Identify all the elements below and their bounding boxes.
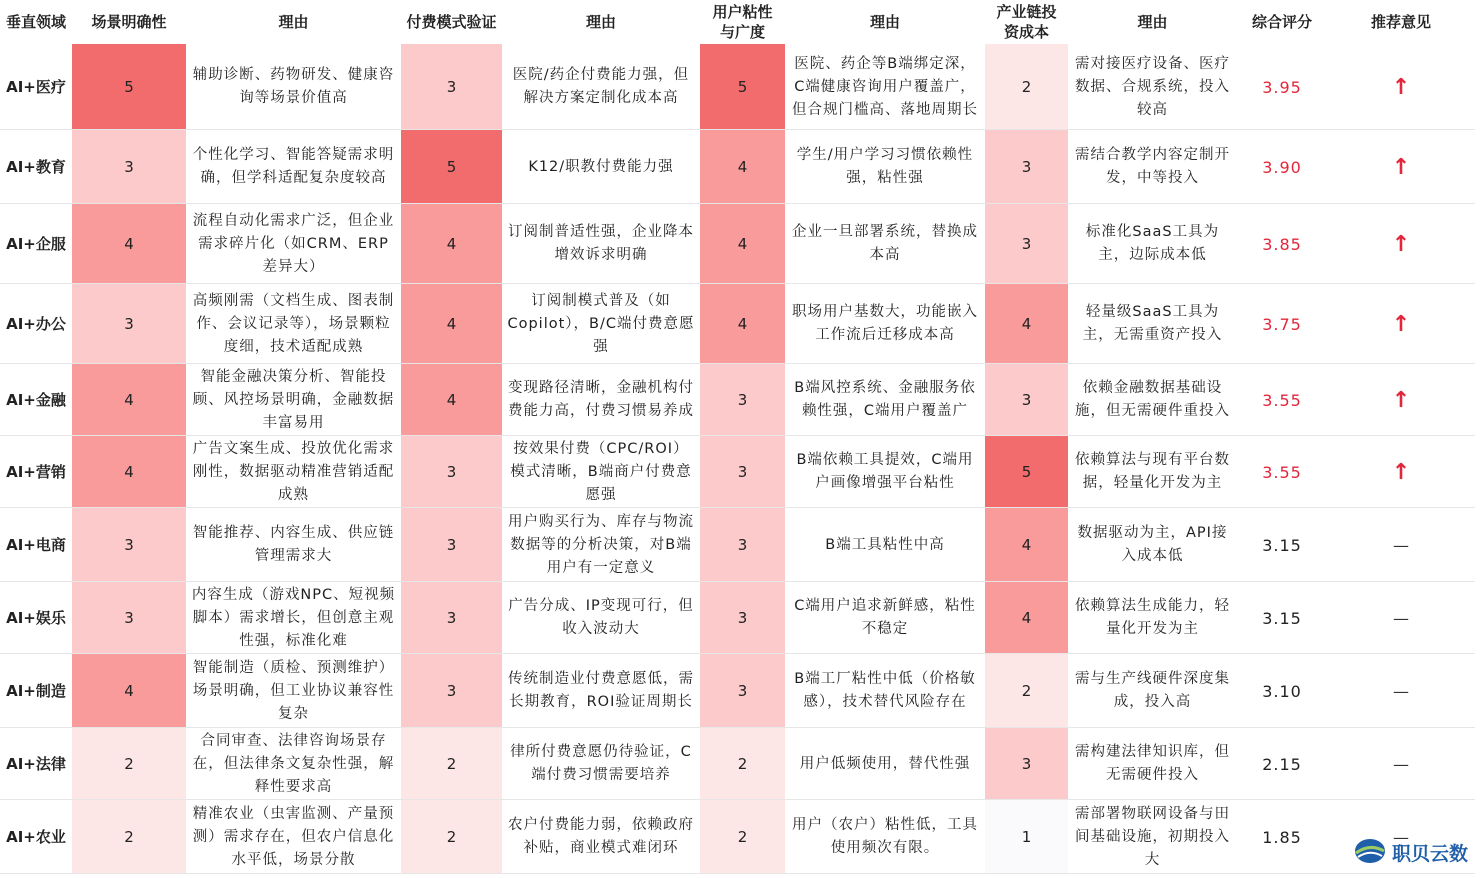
score-cell: 2	[985, 654, 1068, 728]
reason-cell: B端风控系统、金融服务依赖性强，C端用户覆盖广	[794, 380, 976, 419]
reason-cell: 需与生产线硬件深度集成，投入高	[1075, 671, 1230, 710]
score-cell: 3	[700, 436, 785, 508]
score-cell: 3	[401, 582, 502, 654]
score-cell: 3	[72, 284, 186, 364]
score-cell: 4	[700, 204, 785, 284]
score-cell: 3	[700, 654, 785, 728]
reason-cell: B端工厂粘性中低（价格敏感），技术替代风险存在	[794, 671, 976, 710]
field-name: AI+教育	[6, 157, 66, 176]
score-cell: 4	[72, 364, 186, 436]
header-cell: 理由	[869, 13, 900, 31]
field-name: AI+农业	[6, 827, 66, 846]
score-cell: 3	[72, 508, 186, 582]
brand-logo	[1352, 835, 1468, 869]
reason-cell: 辅助诊断、药物研发、健康咨询等场景价值高	[192, 67, 395, 106]
score-cell: 4	[401, 364, 502, 436]
field-name: AI+企服	[6, 234, 66, 253]
reason-cell: 广告分成、IP变现可行，但收入波动大	[508, 598, 694, 637]
logo-text: 职贝云数	[1392, 842, 1469, 865]
reason-cell: 需部署物联网设备与田间基础设施，初期投入大	[1075, 805, 1230, 868]
field-name: AI+电商	[6, 535, 66, 554]
reason-cell: 需结合教学内容定制开发，中等投入	[1075, 147, 1230, 186]
total-score: 3.75	[1262, 314, 1302, 334]
reason-cell: 广告文案生成、投放优化需求刚性，数据驱动精准营销适配成熟	[192, 440, 395, 503]
score-cell: 2	[401, 800, 502, 874]
score-cell: 5	[985, 436, 1068, 508]
score-cell: 2	[700, 728, 785, 800]
reason-cell: 智能金融决策分析、智能投顾、风控场景明确，金融数据丰富易用	[192, 368, 395, 431]
score-cell: 4	[401, 204, 502, 284]
reason-cell: B端依赖工具提效，C端用户画像增强平台粘性	[796, 452, 974, 491]
recommendation: ↑	[1391, 74, 1411, 100]
reason-cell: 个性化学习、智能答疑需求明确，但学科适配复杂度较高	[192, 147, 395, 186]
score-cell: 4	[72, 654, 186, 728]
reason-cell: 企业一旦部署系统，替换成本高	[792, 224, 978, 263]
reason-cell: 智能推荐、内容生成、供应链管理需求大	[192, 525, 395, 564]
recommendation: ↑	[1391, 154, 1411, 180]
score-cell: 4	[985, 284, 1068, 364]
score-cell: 2	[401, 728, 502, 800]
reason-cell: 用户购买行为、库存与物流数据等的分析决策，对B端用户有一定意义	[508, 513, 694, 576]
reason-cell: 智能制造（质检、预测维护）场景明确，但工业协议兼容性复杂	[192, 659, 395, 722]
total-score: 2.15	[1262, 754, 1302, 774]
score-cell: 2	[700, 800, 785, 874]
score-cell: 2	[72, 728, 186, 800]
recommendation: ↑	[1391, 387, 1411, 413]
score-cell: 5	[401, 130, 502, 204]
reason-cell: 律所付费意愿仍待验证，C端付费习惯需要培养	[510, 744, 692, 783]
reason-cell: 职场用户基数大，功能嵌入工作流后迁移成本高	[792, 304, 978, 343]
total-score: 3.85	[1262, 234, 1302, 254]
reason-cell: K12/职教付费能力强	[528, 158, 674, 175]
reason-cell: 变现路径清晰，金融机构付费能力高，付费习惯易养成	[508, 380, 694, 419]
reason-cell: 依赖算法生成能力，轻量化开发为主	[1075, 598, 1230, 637]
score-cell: 4	[700, 284, 785, 364]
total-score: 3.90	[1262, 157, 1302, 177]
header-cell: 综合评分	[1251, 13, 1312, 31]
score-cell: 3	[700, 364, 785, 436]
total-score: 3.15	[1262, 535, 1302, 555]
reason-cell: 医院/药企付费能力强，但解决方案定制化成本高	[512, 67, 690, 106]
total-score: 3.15	[1262, 608, 1302, 628]
score-cell: 4	[700, 130, 785, 204]
logo-globe-icon	[1352, 835, 1388, 869]
reason-cell: 农户付费能力弱，依赖政府补贴，商业模式难闭环	[508, 817, 694, 856]
score-cell: 5	[72, 44, 186, 130]
total-score: 3.95	[1262, 77, 1302, 97]
total-score: 1.85	[1262, 827, 1302, 847]
score-cell: 3	[985, 130, 1068, 204]
score-cell: 3	[401, 508, 502, 582]
recommendation: ↑	[1391, 231, 1411, 257]
reason-cell: 需对接医疗设备、医疗数据、合规系统，投入较高	[1075, 55, 1230, 118]
score-cell: 3	[985, 364, 1068, 436]
recommendation: —	[1393, 754, 1409, 774]
header-cell: 推荐意见	[1370, 13, 1431, 31]
recommendation: —	[1393, 608, 1409, 628]
recommendation: ↑	[1391, 459, 1411, 485]
score-cell: 1	[985, 800, 1068, 874]
score-cell: 3	[401, 654, 502, 728]
header-cell: 理由	[278, 13, 309, 31]
recommendation: —	[1393, 535, 1409, 555]
row-divider	[0, 873, 1475, 874]
reason-cell: 内容生成（游戏NPC、短视频脚本）需求增长，但创意主观性强，标准化难	[191, 586, 396, 649]
score-cell: 2	[985, 44, 1068, 130]
header-cell: 场景明确性	[91, 13, 167, 31]
recommendation: ↑	[1391, 311, 1411, 337]
score-cell: 3	[401, 436, 502, 508]
score-cell: 3	[401, 44, 502, 130]
header-cell: 垂直领域	[5, 13, 66, 31]
score-cell: 4	[401, 284, 502, 364]
field-name: AI+办公	[6, 314, 66, 333]
recommendation: —	[1393, 681, 1409, 701]
reason-cell: 高频刚需（文档生成、图表制作、会议记录等），场景颗粒度细，技术适配成熟	[192, 292, 395, 355]
total-score: 3.55	[1262, 390, 1302, 410]
score-cell: 2	[72, 800, 186, 874]
reason-cell: 轻量级SaaS工具为主，无需重资产投入	[1082, 304, 1223, 343]
score-cell: 4	[72, 204, 186, 284]
reason-cell: C端用户追求新鲜感，粘性不稳定	[794, 598, 976, 637]
reason-cell: 医院、药企等B端绑定深，C端健康咨询用户覆盖广，但合规门槛高、落地周期长	[792, 55, 978, 118]
score-cell: 4	[72, 436, 186, 508]
reason-cell: 学生/用户学习习惯依赖性强，粘性强	[796, 147, 974, 186]
score-cell: 3	[985, 204, 1068, 284]
field-name: AI+制造	[6, 681, 66, 700]
field-name: AI+法律	[6, 754, 66, 773]
reason-cell: 用户低频使用，替代性强	[799, 755, 971, 772]
reason-cell: 订阅制普适性强，企业降本增效诉求明确	[508, 224, 694, 263]
total-score: 3.10	[1262, 681, 1302, 701]
header-cell: 产业链投 资成本	[996, 3, 1057, 41]
field-name: AI+娱乐	[6, 608, 66, 627]
reason-cell: 精准农业（虫害监测、产量预测）需求存在，但农户信息化水平低，场景分散	[192, 805, 395, 868]
recommendation: —	[1393, 827, 1409, 847]
header-cell: 理由	[1137, 13, 1168, 31]
header-cell: 用户粘性 与广度	[712, 3, 773, 41]
reason-cell: 订阅制模式普及（如Copilot），B/C端付费意愿强	[507, 292, 695, 355]
score-cell: 4	[985, 582, 1068, 654]
score-cell: 3	[700, 582, 785, 654]
reason-cell: 依赖算法与现有平台数据，轻量化开发为主	[1075, 452, 1230, 491]
reason-cell: B端工具粘性中高	[825, 536, 945, 553]
reason-cell: 传统制造业付费意愿低，需长期教育，ROI验证周期长	[508, 671, 694, 710]
field-name: AI+医疗	[6, 77, 66, 96]
score-cell: 3	[700, 508, 785, 582]
reason-cell: 标准化SaaS工具为主，边际成本低	[1085, 224, 1220, 263]
reason-cell: 按效果付费（CPC/ROI）模式清晰，B端商户付费意愿强	[510, 440, 692, 503]
reason-cell: 数据驱动为主，API接入成本低	[1077, 525, 1228, 564]
score-cell: 3	[72, 130, 186, 204]
reason-cell: 依赖金融数据基础设施，但无需硬件重投入	[1075, 380, 1230, 419]
reason-cell: 需构建法律知识库，但无需硬件投入	[1075, 744, 1230, 783]
header-cell: 付费模式验证	[406, 13, 497, 31]
score-cell: 4	[985, 508, 1068, 582]
field-name: AI+营销	[6, 462, 66, 481]
reason-cell: 用户（农户）粘性低，工具使用频次有限。	[792, 817, 978, 856]
field-name: AI+金融	[6, 390, 66, 409]
score-cell: 5	[700, 44, 785, 130]
header-cell: 理由	[585, 13, 616, 31]
score-cell: 3	[72, 582, 186, 654]
reason-cell: 流程自动化需求广泛，但企业需求碎片化（如CRM、ERP差异大）	[192, 212, 395, 275]
reason-cell: 合同审查、法律咨询场景存在，但法律条文复杂性强，解释性要求高	[192, 732, 395, 795]
score-cell: 3	[985, 728, 1068, 800]
total-score: 3.55	[1262, 462, 1302, 482]
